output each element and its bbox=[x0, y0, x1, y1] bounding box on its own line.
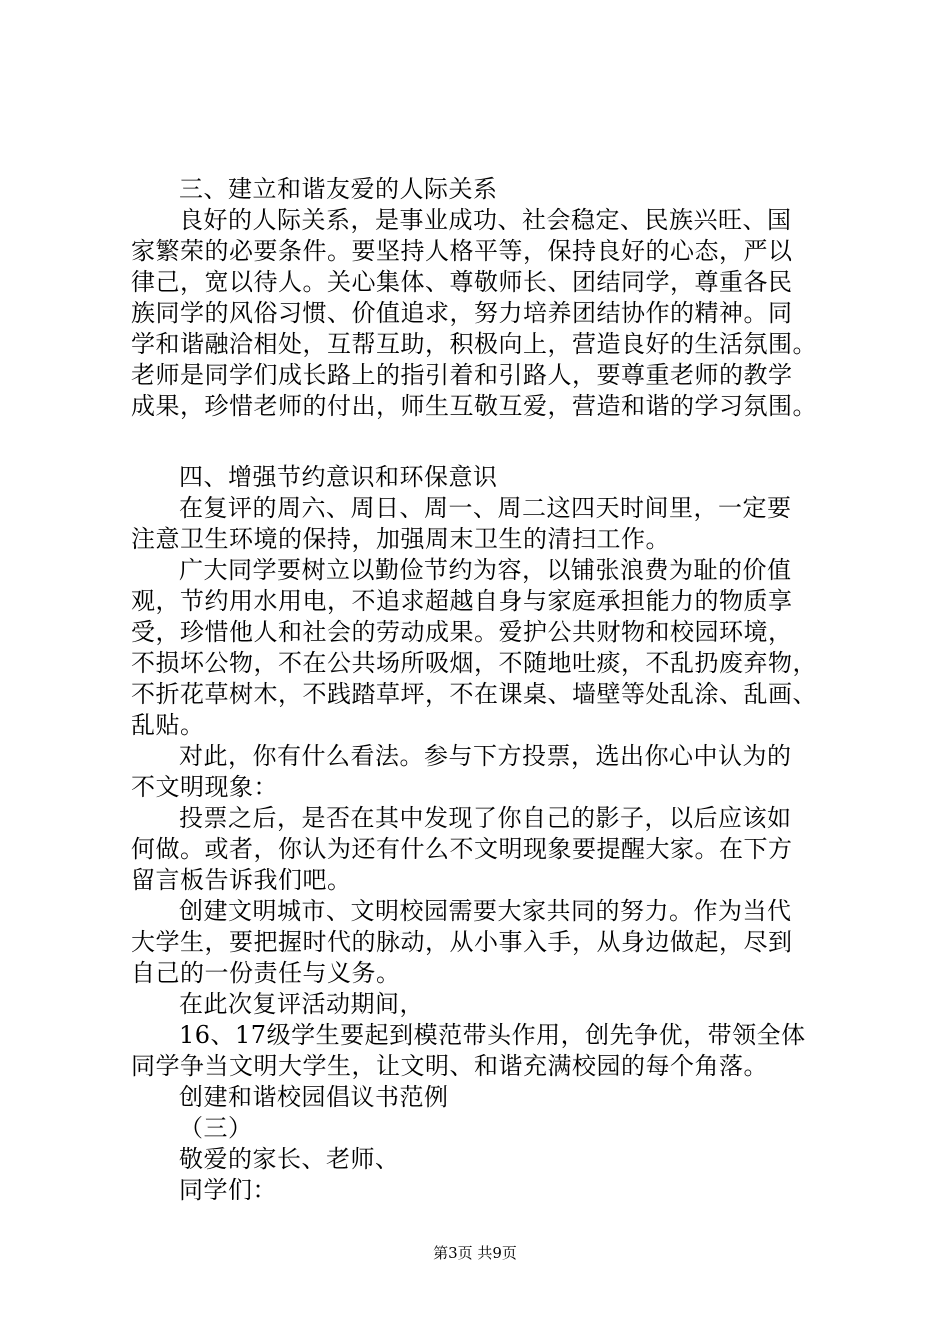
text-line: 律己，宽以待人。关心集体、尊敬师长、团结同学，尊重各民 bbox=[131, 268, 793, 296]
document-number: （三） bbox=[179, 1114, 253, 1142]
text-line: 族同学的风俗习惯、价值追求，努力培养团结协作的精神。同 bbox=[131, 299, 793, 327]
text-line: 自己的一份责任与义务。 bbox=[131, 959, 401, 987]
text-line: 成果，珍惜老师的付出，师生互敬互爱，营造和谐的学习氛围。 bbox=[131, 392, 817, 420]
salutation-line: 敬爱的家长、老师、 bbox=[179, 1145, 400, 1173]
salutation-line: 同学们： bbox=[179, 1176, 277, 1204]
text-line: 在此次复评活动期间， bbox=[179, 990, 424, 1018]
text-line: 受，珍惜他人和社会的劳动成果。爱护公共财物和校园环境， bbox=[131, 618, 793, 646]
text-line: 在复评的周六、周日、周一、周二这四天时间里，一定要 bbox=[179, 494, 792, 522]
paragraph bbox=[131, 205, 841, 422]
text-line: 不折花草树木，不践踏草坪，不在课桌、墙壁等处乱涂、乱画、 bbox=[131, 680, 817, 708]
document-body bbox=[131, 174, 841, 1206]
section-heading: 三、建立和谐友爱的人际关系 bbox=[179, 175, 498, 203]
paragraph bbox=[131, 493, 841, 555]
document-subtitle: 创建和谐校园倡议书范例 bbox=[179, 1083, 449, 1111]
text-line: 对此，你有什么看法。参与下方投票，选出你心中认为的 bbox=[179, 742, 792, 770]
paragraph bbox=[131, 555, 841, 741]
text-line: 学和谐融洽相处，互帮互助，积极向上，营造良好的生活氛围。 bbox=[131, 330, 817, 358]
text-line: 大学生，要把握时代的脉动，从小事入手，从身边做起，尽到 bbox=[131, 928, 793, 956]
text-line: 何做。或者，你认为还有什么不文明现象要提醒大家。在下方 bbox=[131, 835, 793, 863]
text-line: 乱贴。 bbox=[131, 711, 205, 739]
closing-block bbox=[131, 1082, 841, 1206]
section-spacer bbox=[131, 422, 841, 462]
text-line: 不损坏公物，不在公共场所吸烟，不随地吐痰，不乱扔废弃物， bbox=[131, 649, 817, 677]
text-line: 老师是同学们成长路上的指引着和引路人，要尊重老师的教学 bbox=[131, 361, 793, 389]
text-line: 家繁荣的必要条件。要坚持人格平等，保持良好的心态，严以 bbox=[131, 237, 793, 265]
paragraph bbox=[131, 989, 841, 1020]
section-three bbox=[131, 174, 841, 422]
paragraph bbox=[131, 1020, 841, 1082]
text-line: 不文明现象： bbox=[131, 773, 278, 801]
paragraph bbox=[131, 803, 841, 896]
section-heading: 四、增强节约意识和环保意识 bbox=[179, 463, 498, 491]
text-line: 16、17级学生要起到模范带头作用，创先争优，带领全体 bbox=[179, 1021, 806, 1049]
paragraph bbox=[131, 896, 841, 989]
page-footer: 第3页 共9页 bbox=[433, 1244, 517, 1262]
text-line: 良好的人际关系，是事业成功、社会稳定、民族兴旺、国 bbox=[179, 206, 792, 234]
text-line: 投票之后，是否在其中发现了你自己的影子，以后应该如 bbox=[179, 804, 792, 832]
text-line: 注意卫生环境的保持，加强周末卫生的清扫工作。 bbox=[131, 525, 670, 553]
text-line: 观，节约用水用电，不追求超越自身与家庭承担能力的物质享 bbox=[131, 587, 793, 615]
paragraph bbox=[131, 741, 841, 803]
section-four bbox=[131, 462, 841, 1082]
text-line: 创建文明城市、文明校园需要大家共同的努力。作为当代 bbox=[179, 897, 792, 925]
text-line: 同学争当文明大学生，让文明、和谐充满校园的每个角落。 bbox=[131, 1052, 768, 1080]
text-line: 留言板告诉我们吧。 bbox=[131, 866, 352, 894]
text-line: 广大同学要树立以勤俭节约为容，以铺张浪费为耻的价值 bbox=[179, 556, 792, 584]
